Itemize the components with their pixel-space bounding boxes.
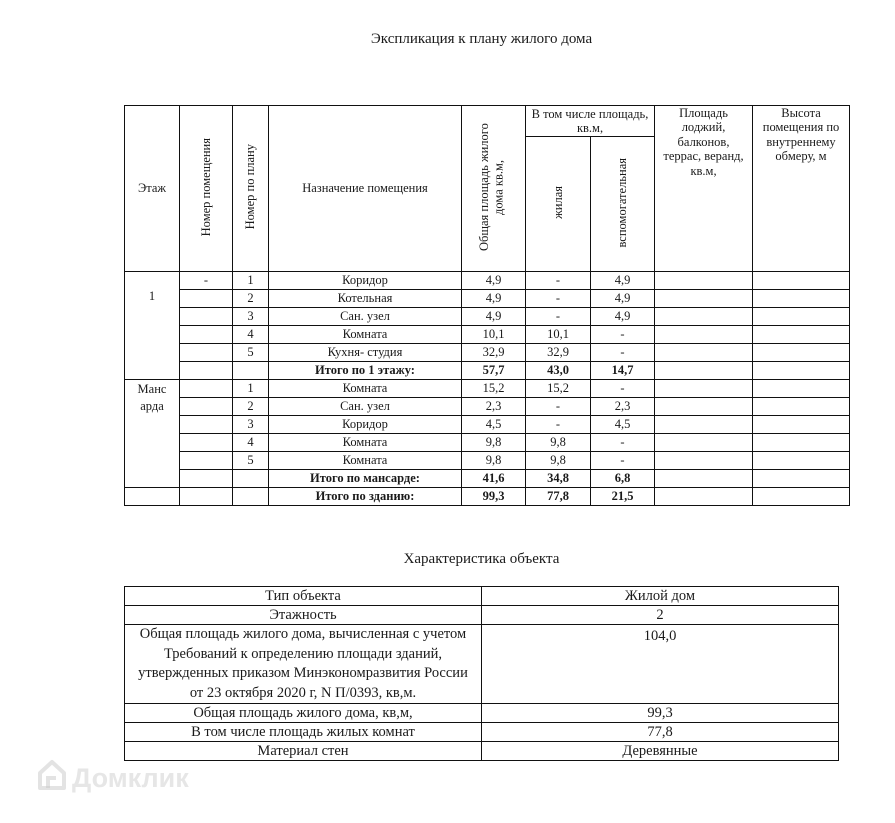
subtotal-auxiliary: 14,7 bbox=[591, 362, 655, 380]
room-height bbox=[753, 272, 850, 290]
empty-cell bbox=[655, 362, 753, 380]
room-height bbox=[753, 344, 850, 362]
characteristic-label: Этажность bbox=[125, 606, 482, 625]
room-number bbox=[180, 290, 233, 308]
total-area: 4,9 bbox=[462, 308, 526, 326]
header-loggia-area: Площадь лоджий, балконов, террас, веранд, кв.м, bbox=[655, 106, 753, 272]
room-purpose: Коридор bbox=[269, 272, 462, 290]
empty-cell bbox=[180, 470, 233, 488]
room-purpose: Коридор bbox=[269, 416, 462, 434]
characteristic-label: Тип объекта bbox=[125, 587, 482, 606]
characteristics-table bbox=[124, 586, 839, 761]
plan-number: 5 bbox=[233, 344, 269, 362]
loggia-area bbox=[655, 308, 753, 326]
subtotal-living: 34,8 bbox=[526, 470, 591, 488]
room-purpose: Комната bbox=[269, 380, 462, 398]
characteristic-row bbox=[125, 723, 839, 742]
subtotal-auxiliary: 6,8 bbox=[591, 470, 655, 488]
table-row bbox=[125, 452, 850, 470]
room-number bbox=[180, 434, 233, 452]
house-logo-icon bbox=[36, 757, 68, 800]
table-row bbox=[125, 434, 850, 452]
table-row bbox=[125, 398, 850, 416]
explication-table bbox=[124, 105, 850, 506]
living-area: - bbox=[526, 290, 591, 308]
header-plan-number: Номер по плану bbox=[233, 106, 269, 272]
characteristic-value: 99,3 bbox=[482, 704, 839, 723]
characteristic-label: Общая площадь жилого дома, вычисленная с учетом Требований к определению площади зданий, утвержденных приказом Минэкономразвития России от 23 октября 2020 г, N П/0393, кв,м. bbox=[125, 625, 482, 704]
living-area: 32,9 bbox=[526, 344, 591, 362]
plan-number: 4 bbox=[233, 326, 269, 344]
header-living: жилая bbox=[526, 137, 591, 272]
room-number bbox=[180, 308, 233, 326]
room-purpose: Кухня- студия bbox=[269, 344, 462, 362]
room-height bbox=[753, 326, 850, 344]
characteristic-label: Общая площадь жилого дома, кв,м, bbox=[125, 704, 482, 723]
empty-cell bbox=[753, 470, 850, 488]
living-area: 15,2 bbox=[526, 380, 591, 398]
plan-number: 3 bbox=[233, 308, 269, 326]
table-row bbox=[125, 308, 850, 326]
header-auxiliary: вспомогательная bbox=[591, 137, 655, 272]
total-area: 2,3 bbox=[462, 398, 526, 416]
table-row bbox=[125, 326, 850, 344]
loggia-area bbox=[655, 326, 753, 344]
header-purpose: Назначение помещения bbox=[269, 106, 462, 272]
subtotal-living: 43,0 bbox=[526, 362, 591, 380]
plan-number: 2 bbox=[233, 398, 269, 416]
living-area: - bbox=[526, 272, 591, 290]
domclick-watermark bbox=[36, 757, 189, 800]
room-height bbox=[753, 398, 850, 416]
loggia-area bbox=[655, 452, 753, 470]
grand-total-living: 77,8 bbox=[526, 488, 591, 506]
grand-total-row bbox=[125, 488, 850, 506]
loggia-area bbox=[655, 434, 753, 452]
room-purpose: Сан. узел bbox=[269, 308, 462, 326]
total-area: 15,2 bbox=[462, 380, 526, 398]
room-height bbox=[753, 290, 850, 308]
auxiliary-area: 4,9 bbox=[591, 308, 655, 326]
characteristic-label: Материал стен bbox=[125, 742, 482, 761]
subtotal-total: 41,6 bbox=[462, 470, 526, 488]
loggia-area bbox=[655, 416, 753, 434]
living-area: - bbox=[526, 416, 591, 434]
plan-number: 2 bbox=[233, 290, 269, 308]
living-area: - bbox=[526, 308, 591, 326]
auxiliary-area: - bbox=[591, 452, 655, 470]
empty-cell bbox=[655, 488, 753, 506]
total-area: 4,5 bbox=[462, 416, 526, 434]
subtotal-label: Итого по мансарде: bbox=[269, 470, 462, 488]
characteristics-title: Характеристика объекта bbox=[403, 551, 560, 567]
empty-cell bbox=[180, 362, 233, 380]
floor-label: Манс арда bbox=[125, 380, 180, 488]
room-purpose: Сан. узел bbox=[269, 398, 462, 416]
plan-number: 1 bbox=[233, 380, 269, 398]
characteristic-value: 2 bbox=[482, 606, 839, 625]
table-row bbox=[125, 416, 850, 434]
characteristic-row bbox=[125, 742, 839, 761]
characteristic-row bbox=[125, 704, 839, 723]
table-row bbox=[125, 272, 850, 290]
auxiliary-area: - bbox=[591, 380, 655, 398]
header-total-area: Общая площадь жилого дома кв.м, bbox=[462, 106, 526, 272]
characteristic-row bbox=[125, 625, 839, 704]
auxiliary-area: 4,9 bbox=[591, 272, 655, 290]
room-purpose: Комната bbox=[269, 326, 462, 344]
room-purpose: Комната bbox=[269, 452, 462, 470]
total-area: 9,8 bbox=[462, 434, 526, 452]
room-number bbox=[180, 398, 233, 416]
grand-total-auxiliary: 21,5 bbox=[591, 488, 655, 506]
auxiliary-area: 4,5 bbox=[591, 416, 655, 434]
plan-number: 1 bbox=[233, 272, 269, 290]
living-area: 9,8 bbox=[526, 452, 591, 470]
characteristic-row bbox=[125, 587, 839, 606]
room-purpose: Котельная bbox=[269, 290, 462, 308]
characteristic-value: Жилой дом bbox=[482, 587, 839, 606]
room-height bbox=[753, 380, 850, 398]
loggia-area bbox=[655, 272, 753, 290]
loggia-area bbox=[655, 380, 753, 398]
total-area: 4,9 bbox=[462, 272, 526, 290]
loggia-area bbox=[655, 344, 753, 362]
loggia-area bbox=[655, 290, 753, 308]
plan-number: 3 bbox=[233, 416, 269, 434]
auxiliary-area: - bbox=[591, 434, 655, 452]
total-area: 10,1 bbox=[462, 326, 526, 344]
subtotal-label: Итого по 1 этажу: bbox=[269, 362, 462, 380]
auxiliary-area: - bbox=[591, 344, 655, 362]
table-row bbox=[125, 344, 850, 362]
room-height bbox=[753, 452, 850, 470]
living-area: 9,8 bbox=[526, 434, 591, 452]
empty-cell bbox=[655, 470, 753, 488]
plan-number: 4 bbox=[233, 434, 269, 452]
characteristic-label: В том числе площадь жилых комнат bbox=[125, 723, 482, 742]
room-number bbox=[180, 380, 233, 398]
header-floor: Этаж bbox=[125, 106, 180, 272]
header-room-height: Высота помещения по внутреннему обмеру, м bbox=[753, 106, 850, 272]
room-height bbox=[753, 308, 850, 326]
room-height bbox=[753, 416, 850, 434]
subtotal-total: 57,7 bbox=[462, 362, 526, 380]
header-including-area: В том числе площадь, кв.м, bbox=[526, 106, 655, 137]
room-number bbox=[180, 452, 233, 470]
living-area: - bbox=[526, 398, 591, 416]
explication-title: Экспликация к плану жилого дома bbox=[370, 31, 593, 47]
total-area: 9,8 bbox=[462, 452, 526, 470]
auxiliary-area: - bbox=[591, 326, 655, 344]
empty-cell bbox=[753, 488, 850, 506]
empty-cell bbox=[233, 488, 269, 506]
loggia-area bbox=[655, 398, 753, 416]
room-number bbox=[180, 344, 233, 362]
plan-number: 5 bbox=[233, 452, 269, 470]
total-area: 4,9 bbox=[462, 290, 526, 308]
empty-cell bbox=[233, 470, 269, 488]
room-number: - bbox=[180, 272, 233, 290]
characteristic-value: 77,8 bbox=[482, 723, 839, 742]
room-purpose: Комната bbox=[269, 434, 462, 452]
watermark-text: Домклик bbox=[72, 763, 189, 793]
room-height bbox=[753, 434, 850, 452]
empty-cell bbox=[233, 362, 269, 380]
table-row bbox=[125, 290, 850, 308]
floor-label: 1 bbox=[125, 272, 180, 380]
total-area: 32,9 bbox=[462, 344, 526, 362]
header-room-number: Номер помещения bbox=[180, 106, 233, 272]
grand-total-total: 99,3 bbox=[462, 488, 526, 506]
living-area: 10,1 bbox=[526, 326, 591, 344]
empty-cell bbox=[125, 488, 180, 506]
room-number bbox=[180, 326, 233, 344]
room-number bbox=[180, 416, 233, 434]
characteristic-value: 104,0 bbox=[482, 625, 839, 704]
subtotal-row bbox=[125, 470, 850, 488]
empty-cell bbox=[753, 362, 850, 380]
characteristic-row bbox=[125, 606, 839, 625]
empty-cell bbox=[180, 488, 233, 506]
subtotal-row bbox=[125, 362, 850, 380]
auxiliary-area: 2,3 bbox=[591, 398, 655, 416]
auxiliary-area: 4,9 bbox=[591, 290, 655, 308]
table-row bbox=[125, 380, 850, 398]
grand-total-label: Итого по зданию: bbox=[269, 488, 462, 506]
characteristic-value: Деревянные bbox=[482, 742, 839, 761]
